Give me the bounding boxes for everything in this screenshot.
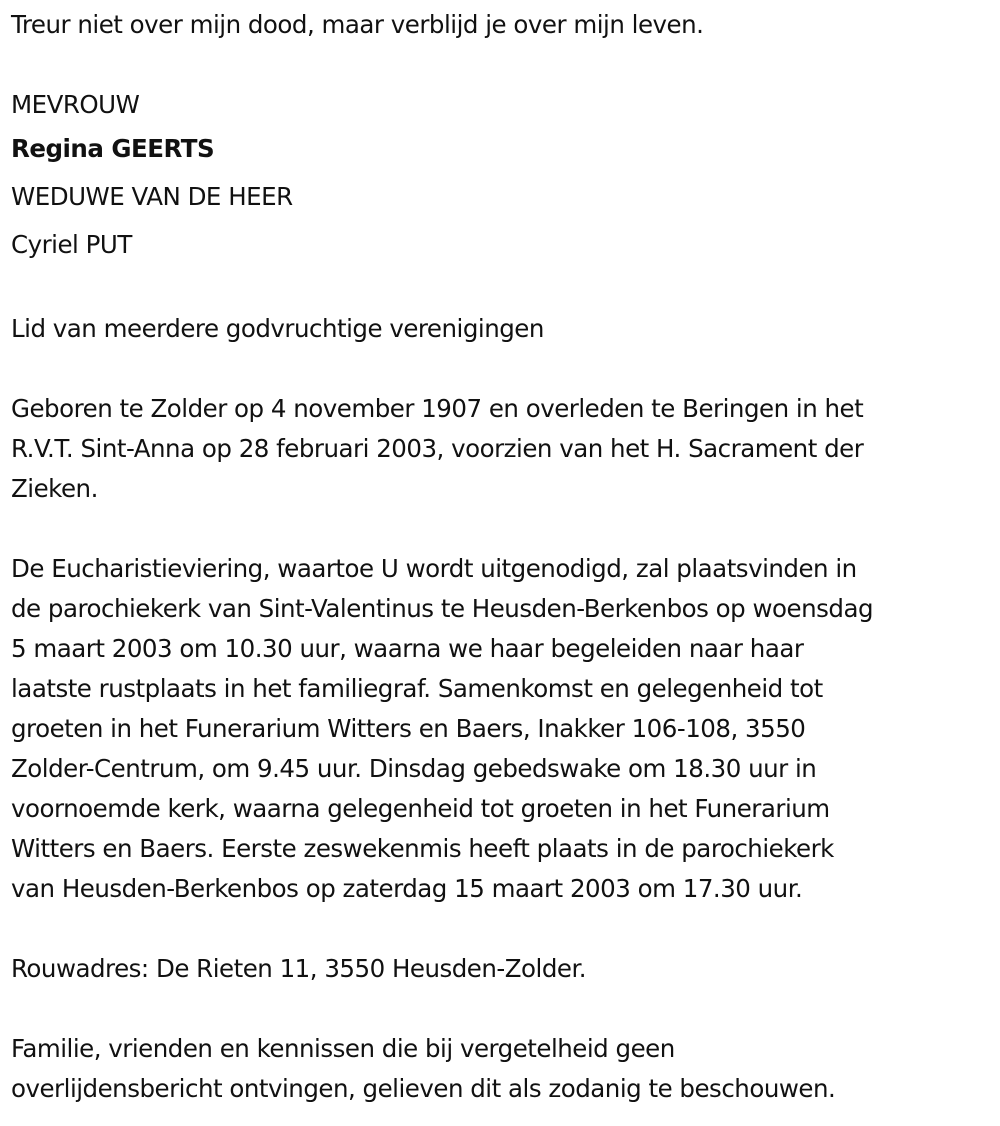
obituary-document (11, 5, 986, 1109)
paragraph-line: laatste rustplaats in het familiegraf. Samenkomst en gelegenheid tot (11, 674, 823, 703)
relation-line: WEDUWE VAN DE HEER (11, 182, 293, 211)
closing-paragraph (11, 1029, 986, 1109)
motto: Treur niet over mijn dood, maar verblijd je over mijn leven. (11, 10, 704, 39)
paragraph-line: Witters en Baers. Eerste zeswekenmis heeft plaats in de parochiekerk (11, 834, 834, 863)
paragraph-line: overlijdensbericht ontvingen, gelieven dit als zodanig te beschouwen. (11, 1074, 836, 1103)
spacer (11, 269, 986, 309)
membership-line: Lid van meerdere godvruchtige verenigingen (11, 314, 544, 343)
paragraph-line: R.V.T. Sint-Anna op 28 februari 2003, voorzien van het H. Sacrament der (11, 434, 864, 463)
paragraph-line: Zieken. (11, 474, 98, 503)
deceased-name: Regina GEERTS (11, 134, 215, 163)
spacer (11, 989, 986, 1029)
paragraph-line: voornoemde kerk, waarna gelegenheid tot groeten in het Funerarium (11, 794, 830, 823)
paragraph-line: Zolder-Centrum, om 9.45 uur. Dinsdag gebedswake om 18.30 uur in (11, 754, 817, 783)
spacer (11, 909, 986, 949)
paragraph-line: Familie, vrienden en kennissen die bij vergetelheid geen (11, 1034, 675, 1063)
paragraph-line: 5 maart 2003 om 10.30 uur, waarna we haar begeleiden naar haar (11, 634, 804, 663)
paragraph-line: De Eucharistieviering, waartoe U wordt uitgenodigd, zal plaatsvinden in (11, 554, 857, 583)
spacer (11, 349, 986, 389)
spouse-name: Cyriel PUT (11, 230, 132, 259)
honorific: MEVROUW (11, 90, 140, 119)
spacer (11, 509, 986, 549)
paragraph-line: Geboren te Zolder op 4 november 1907 en overleden te Beringen in het (11, 394, 864, 423)
mourning-address: Rouwadres: De Rieten 11, 3550 Heusden-Zolder. (11, 954, 587, 983)
deceased-header (11, 85, 986, 269)
paragraph-line: groeten in het Funerarium Witters en Baers, Inakker 106-108, 3550 (11, 714, 806, 743)
ceremony-paragraph (11, 549, 986, 909)
spacer (11, 45, 986, 85)
paragraph-line: van Heusden-Berkenbos op zaterdag 15 maart 2003 om 17.30 uur. (11, 874, 803, 903)
paragraph-line: de parochiekerk van Sint-Valentinus te Heusden-Berkenbos op woensdag (11, 594, 874, 623)
birth-death-paragraph (11, 389, 986, 509)
